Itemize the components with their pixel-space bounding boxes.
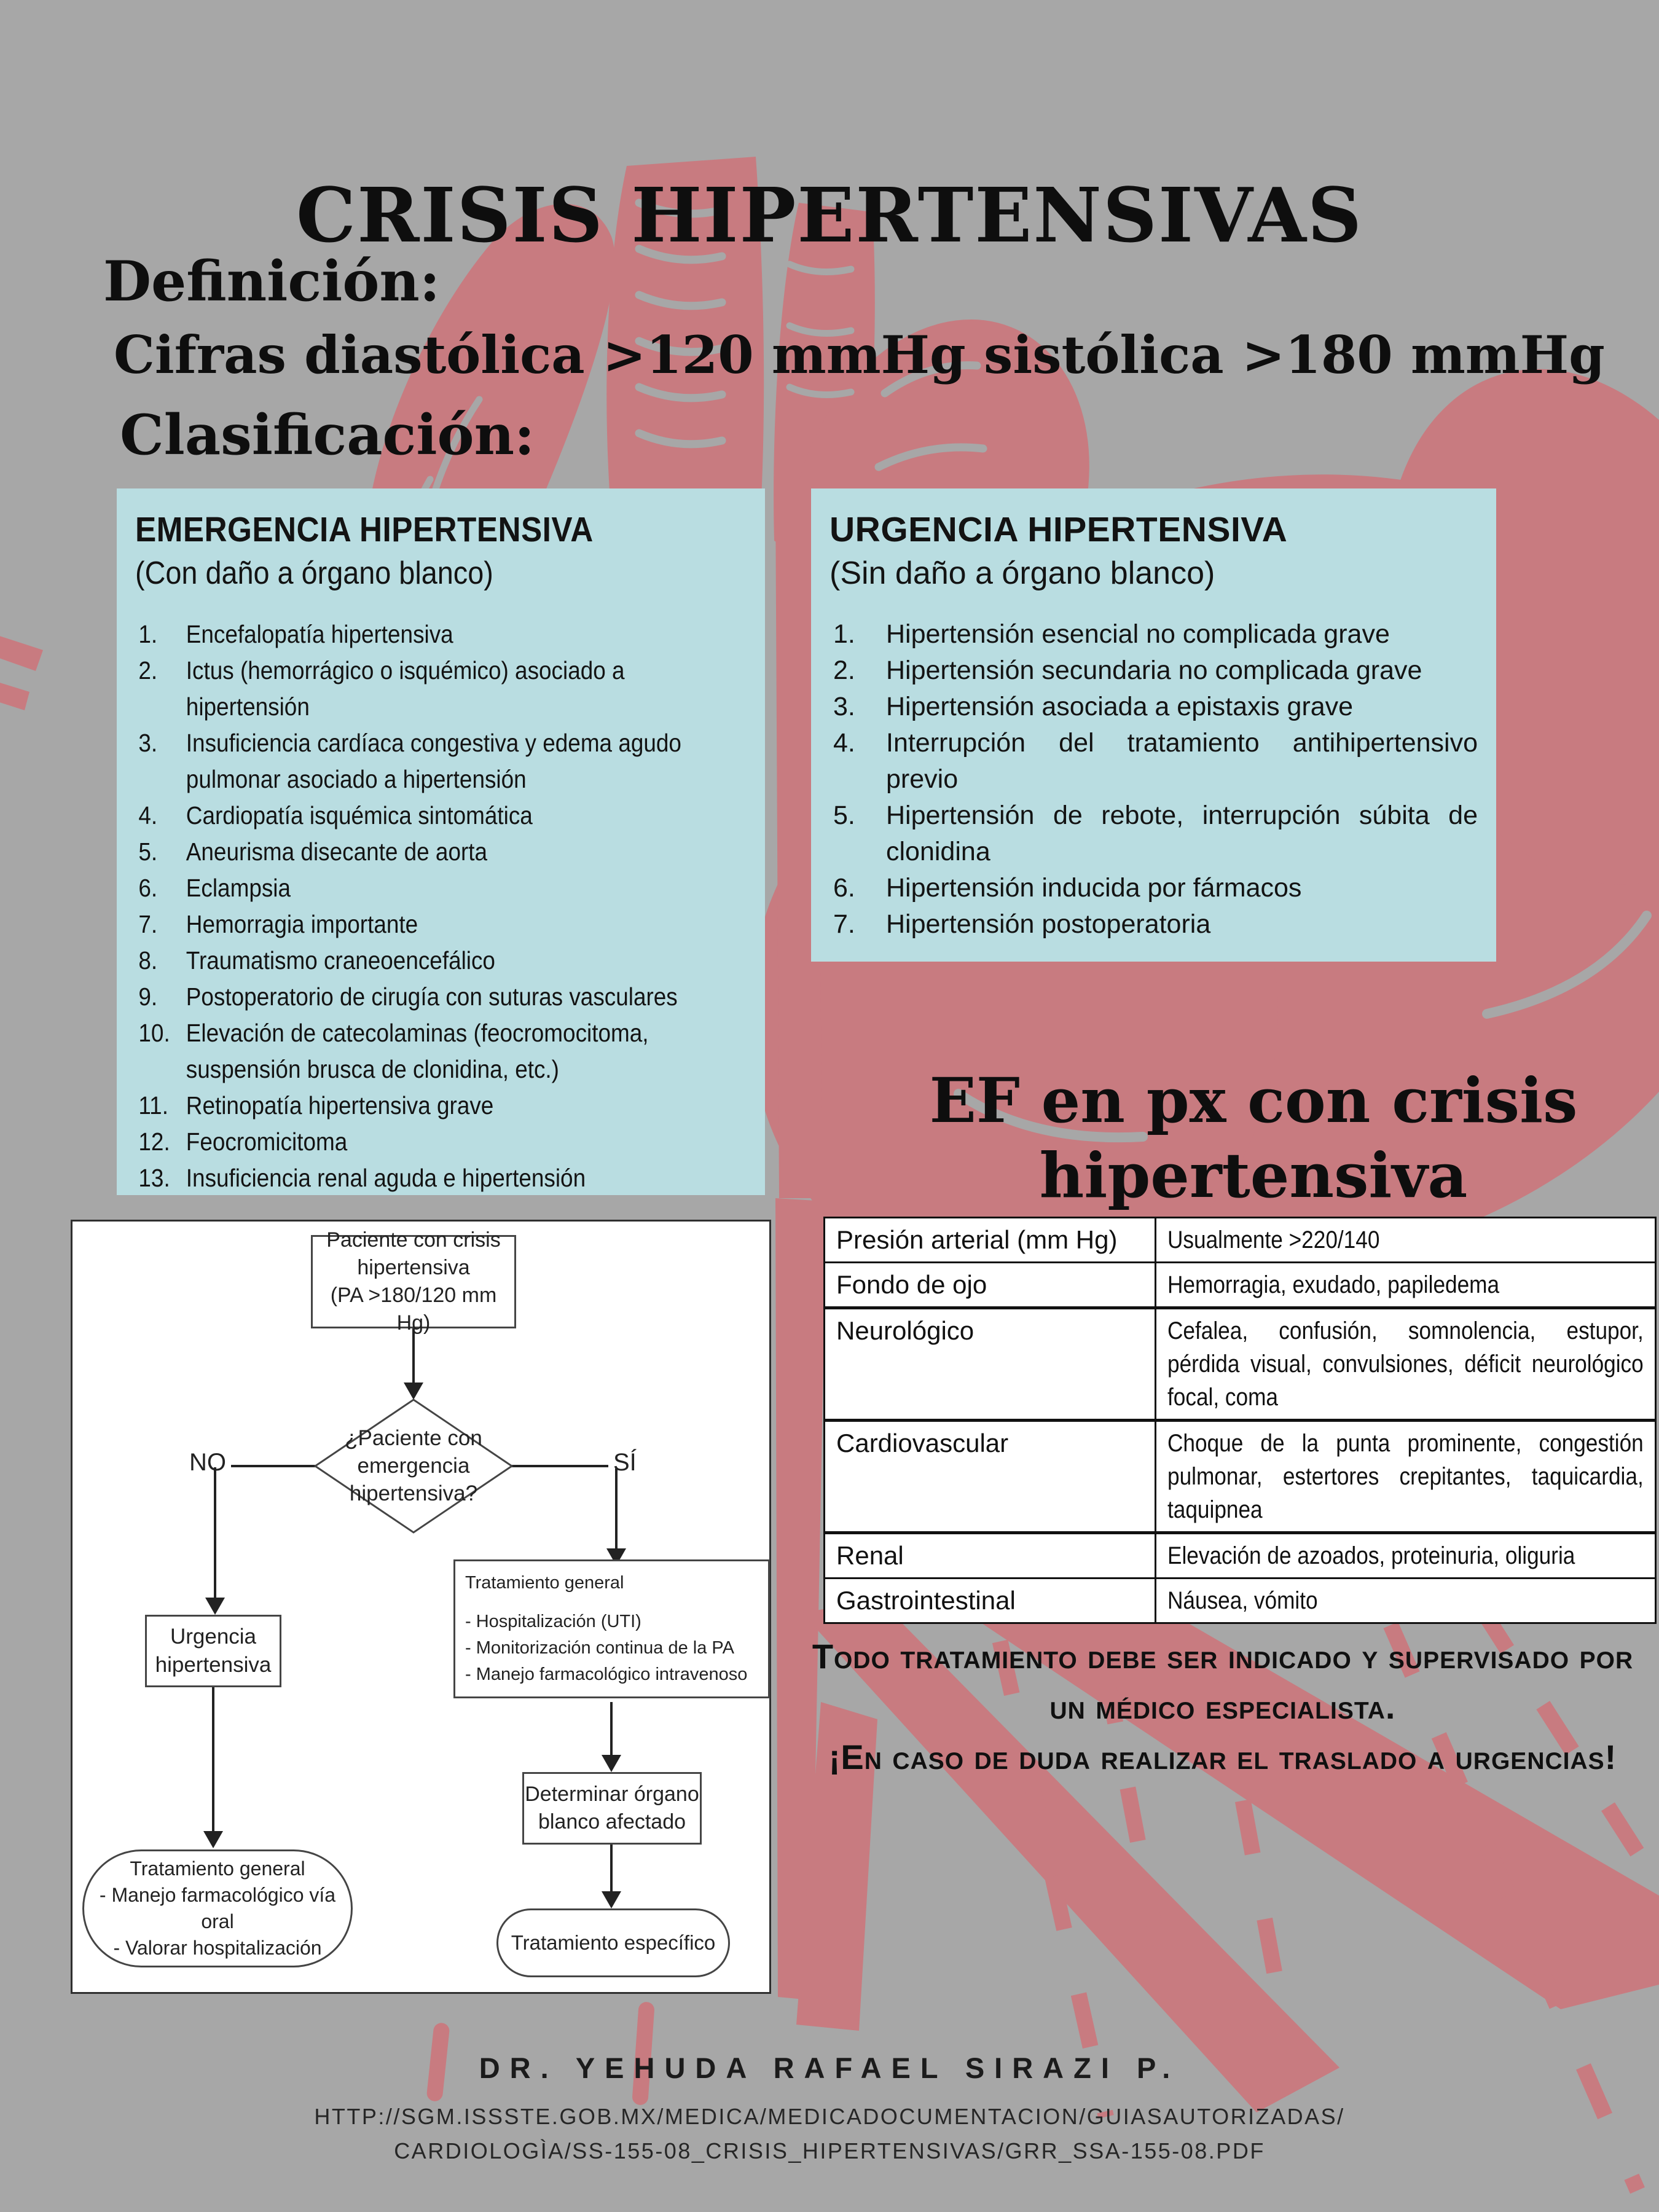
list-item: Postoperatorio de cirugía con suturas vasculares [186,982,678,1011]
physical-exam-table [823,1217,1657,1624]
emergency-hypertension-box [117,488,765,1195]
ef-title-line: hipertensiva [1039,1139,1468,1212]
node-text-line: hipertensiva? [349,1481,478,1505]
emergency-box-title: EMERGENCIA HIPERTENSIVA [135,510,594,549]
list-item: Insuficiencia cardíaca congestiva y edema agudo pulmonar asociado a hipertensión [186,729,681,793]
list-item: Elevación de catecolaminas (feocromocitoma, suspensión brusca de clonidina, etc.) [186,1019,649,1083]
node-text-line: oral [201,1910,234,1932]
definition-text: Cifras diastólica >120 mmHg sistólica >180 mmHg [114,324,1605,385]
list-item: Aneurisma disecante de aorta [186,837,488,866]
list-item: Hipertensión esencial no complicada grave [886,619,1390,649]
branch-label-yes: SÍ [613,1449,637,1476]
node-text-line: - Monitorización continua de la PA [465,1638,734,1658]
source-url-line: HTTP://SGM.ISSSTE.GOB.MX/MEDICA/MEDICADOCUMENTACION/GUIASAUTORIZADAS/ [314,2104,1345,2129]
table-row-value: Usualmente >220/140 [1156,1218,1656,1263]
node-text-line: - Hospitalización (UTI) [465,1612,641,1631]
table-row-label: Gastrointestinal [825,1579,1156,1623]
table-row-label: Presión arterial (mm Hg) [825,1218,1156,1263]
urgency-box-title: URGENCIA HIPERTENSIVA [830,510,1288,549]
list-item: Hipertensión inducida por fármacos [886,873,1302,903]
table-row [825,1533,1656,1579]
table-row-value: Cefalea, confusión, somnolencia, estupor, pérdida visual, convulsiones, déficit neurológico focal, coma [1156,1308,1656,1421]
node-text-line: Urgencia [170,1625,257,1649]
node-text-line: hipertensiva [357,1256,470,1279]
classification-label: Clasificación: [120,402,535,468]
list-item: Interrupción del tratamiento antihipertensivo previo [886,728,1478,794]
table-row [825,1579,1656,1623]
table-row-label: Fondo de ojo [825,1263,1156,1308]
list-item: Feocromicitoma [186,1128,348,1156]
list-item: Cardiopatía isquémica sintomática [186,801,533,830]
table-row-value: Náusea, vómito [1156,1579,1656,1623]
page-title: CRISIS HIPERTENSIVAS [296,171,1363,259]
node-text-line: - Manejo farmacológico vía [99,1884,336,1906]
emergency-list [135,616,747,1196]
node-text-line: Tratamiento específico [511,1931,716,1954]
node-text-line: Tratamiento general [130,1857,305,1880]
list-item: Hipertensión asociada a epistaxis grave [886,692,1354,721]
node-text-line: blanco afectado [538,1810,686,1834]
definition-label: Definición: [103,249,441,314]
urgencia-node [145,1615,281,1687]
list-item: Hipertensión secundaria no complicada grave [886,656,1422,685]
emergency-box-subtitle: (Con daño a órgano blanco) [135,555,493,591]
source-url-line: CARDIOLOGÌA/SS-155-08_CRISIS_HIPERTENSIVAS/GRR_SSA-155-08.PDF [394,2138,1265,2163]
table-row [825,1421,1656,1533]
node-text-line: - Manejo farmacológico intravenoso [465,1665,748,1684]
table-row-label: Cardiovascular [825,1421,1156,1533]
table-row-value: Elevación de azoados, proteinuria, oliguria [1156,1533,1656,1579]
branch-label-no: NO [189,1449,226,1476]
urgency-box-subtitle: (Sin daño a órgano blanco) [830,555,1215,591]
list-item: Hipertensión de rebote, interrupción súbita de clonidina [886,801,1478,866]
flowchart-panel [71,1220,771,1994]
node-text-line: hipertensiva [155,1653,272,1677]
node-text-line: Tratamiento general [465,1573,624,1593]
warning-line: Todo tratamiento debe ser indicado y supervisado por [812,1637,1634,1676]
general-treatment-node [453,1559,770,1698]
ef-title-line: EF en px con crisis [929,1064,1578,1137]
table-row-label: Renal [825,1533,1156,1579]
table-row [825,1218,1656,1263]
list-item: Ictus (hemorrágico o isquémico) asociado a hipertensión [186,656,625,721]
list-item: Encefalopatía hipertensiva [186,620,453,648]
warning-text [786,1631,1659,1783]
table-row [825,1263,1656,1308]
list-item: Hipertensión postoperatoria [886,909,1211,939]
table-row-value: Hemorragia, exudado, papiledema [1156,1263,1656,1308]
node-text-line: Determinar órgano [525,1783,699,1806]
node-text-line: (PA >180/120 mm Hg) [330,1284,497,1335]
specific-treatment-node [496,1908,730,1977]
node-text-line: - Valorar hospitalización [113,1937,322,1959]
table-row-label: Neurológico [825,1308,1156,1421]
list-item: Retinopatía hipertensiva grave [186,1091,494,1120]
node-text-line: ¿Paciente con [345,1426,482,1450]
list-item: Eclampsia [186,874,291,902]
urgency-hypertension-box [811,488,1496,962]
decision-node-text [321,1424,506,1507]
flowchart-start-node [311,1228,516,1335]
author-credit: DR. YEHUDA RAFAEL SIRAZI P. [479,2052,1180,2084]
table-row-value: Choque de la punta prominente, congestión pulmonar, estertores crepitantes, taquicardia, taquipnea [1156,1421,1656,1533]
list-item: Insuficiencia renal aguda e hipertensión [186,1164,586,1192]
list-item: Traumatismo craneoencefálico [186,946,495,975]
list-item: Hemorragia importante [186,910,418,938]
determine-organ-node [522,1772,702,1845]
table-row [825,1308,1656,1421]
urgency-list [830,616,1478,943]
warning-line: un médico especialista. [1049,1687,1396,1726]
ef-section-title [848,1063,1659,1213]
oral-treatment-node [82,1849,353,1967]
node-text-line: Paciente con crisis [326,1228,501,1252]
node-text-line: emergencia [357,1454,470,1478]
warning-line: ¡En caso de duda realizar el traslado a urgencias! [828,1738,1617,1776]
